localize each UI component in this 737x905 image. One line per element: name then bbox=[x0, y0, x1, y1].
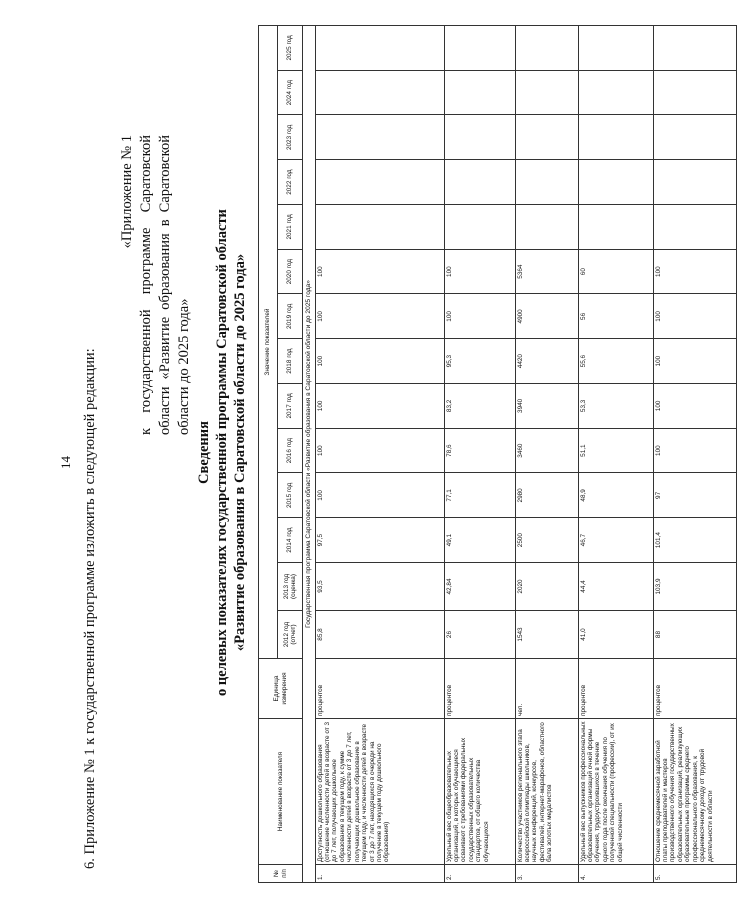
row-number: 5. bbox=[653, 865, 736, 883]
indicator-value: 46,7 bbox=[578, 518, 653, 563]
indicator-value: 100 bbox=[653, 339, 736, 384]
indicator-unit: процентов bbox=[444, 659, 515, 719]
indicator-value bbox=[315, 160, 444, 205]
indicator-value bbox=[515, 70, 578, 115]
title-line-2: о целевых показателях государственной программы Саратовской области bbox=[214, 209, 230, 696]
indicator-value: 100 bbox=[315, 339, 444, 384]
indicator-unit: процентов bbox=[653, 659, 736, 719]
indicator-value bbox=[578, 26, 653, 71]
header-year: 2012 год (отчет) bbox=[278, 611, 303, 659]
indicator-unit: чел. bbox=[515, 659, 578, 719]
indicator-value: 83,2 bbox=[444, 384, 515, 429]
indicators-table bbox=[258, 25, 737, 883]
header-year: 2014 год bbox=[278, 518, 303, 563]
indicator-value: 100 bbox=[315, 294, 444, 339]
indicator-value: 97,5 bbox=[315, 518, 444, 563]
indicator-value: 101,4 bbox=[653, 518, 736, 563]
indicator-unit: процентов bbox=[315, 659, 444, 719]
header-year: 2015 год bbox=[278, 473, 303, 518]
header-values: Значение показателей bbox=[259, 26, 278, 659]
indicator-value: 44,4 bbox=[578, 563, 653, 611]
indicator-value: 42,84 bbox=[444, 563, 515, 611]
row-number: 2. bbox=[444, 865, 515, 883]
table-row bbox=[653, 26, 736, 883]
header-year: 2024 год bbox=[278, 70, 303, 115]
header-year: 2022 год bbox=[278, 160, 303, 205]
indicator-name: Количество участников регионального этапа всероссийской олимпиады школьников, научных конференций, конкурсов, фестивалей, интернет-марафонов, областного бала золотых медалистов bbox=[515, 719, 578, 865]
indicator-value bbox=[653, 160, 736, 205]
indicator-value bbox=[515, 160, 578, 205]
header-year: 2017 год bbox=[278, 384, 303, 429]
indicator-unit: процентов bbox=[578, 659, 653, 719]
row-number: 3. bbox=[515, 865, 578, 883]
indicator-value: 100 bbox=[653, 384, 736, 429]
indicator-value: 48,9 bbox=[578, 473, 653, 518]
section-row: Государственная программа Саратовской области «Развитие образования в Саратовской области до 2025 года» bbox=[303, 26, 316, 883]
indicator-value bbox=[315, 115, 444, 160]
indicator-value: 103,9 bbox=[653, 563, 736, 611]
indicator-value bbox=[515, 205, 578, 250]
indicator-value bbox=[653, 115, 736, 160]
header-year: 2021 год bbox=[278, 205, 303, 250]
indicator-value: 100 bbox=[653, 428, 736, 473]
table-row bbox=[515, 26, 578, 883]
indicator-value bbox=[578, 205, 653, 250]
header-year: 2025 год bbox=[278, 26, 303, 71]
header-unit: Единица измерения bbox=[259, 659, 303, 719]
indicator-value: 55,6 bbox=[578, 339, 653, 384]
indicator-value: 60 bbox=[578, 249, 653, 294]
appendix-line-1: «Приложение № 1 bbox=[119, 135, 135, 249]
indicator-value: 26 bbox=[444, 611, 515, 659]
indicator-value: 41,0 bbox=[578, 611, 653, 659]
row-number: 1. bbox=[315, 865, 444, 883]
indicator-value: 85,8 bbox=[315, 611, 444, 659]
title-line-3: «Развитие образования в Саратовской области до 2025 года» bbox=[232, 253, 248, 652]
indicator-value: 3940 bbox=[515, 384, 578, 429]
indicator-value bbox=[315, 205, 444, 250]
header-year: 2018 год bbox=[278, 339, 303, 384]
indicator-value bbox=[444, 205, 515, 250]
header-year: 2023 год bbox=[278, 115, 303, 160]
indicator-value: 2500 bbox=[515, 518, 578, 563]
page-number: 14 bbox=[58, 456, 73, 469]
row-number: 4. bbox=[578, 865, 653, 883]
indicator-value bbox=[444, 115, 515, 160]
indicator-value: 100 bbox=[315, 249, 444, 294]
indicator-value bbox=[578, 70, 653, 115]
indicator-value: 100 bbox=[315, 473, 444, 518]
header-year: 2020 год bbox=[278, 249, 303, 294]
indicator-value: 100 bbox=[444, 249, 515, 294]
indicator-value bbox=[653, 26, 736, 71]
indicator-value: 5364 bbox=[515, 249, 578, 294]
indicator-value bbox=[653, 205, 736, 250]
title-line-1: Сведения bbox=[196, 421, 212, 484]
indicator-value bbox=[444, 70, 515, 115]
indicator-value bbox=[515, 115, 578, 160]
indicator-value bbox=[578, 115, 653, 160]
indicator-value: 97 bbox=[653, 473, 736, 518]
header-year: 2013 год (оценка) bbox=[278, 563, 303, 611]
indicator-value: 100 bbox=[444, 294, 515, 339]
appendix-line-2: к государственной программе Саратовской области «Развитие образования в Саратовской области до 2025 года» bbox=[138, 135, 192, 435]
indicator-value: 3460 bbox=[515, 428, 578, 473]
indicator-value bbox=[444, 160, 515, 205]
indicator-value bbox=[578, 160, 653, 205]
header-year: 2019 год bbox=[278, 294, 303, 339]
indicator-value: 78,6 bbox=[444, 428, 515, 473]
indicator-value: 77,1 bbox=[444, 473, 515, 518]
header-name: Наименование показателя bbox=[259, 719, 303, 865]
indicator-value: 100 bbox=[315, 384, 444, 429]
indicator-value: 56 bbox=[578, 294, 653, 339]
header-year: 2016 год bbox=[278, 428, 303, 473]
indicator-value bbox=[315, 26, 444, 71]
indicator-value: 100 bbox=[653, 249, 736, 294]
indicator-value bbox=[444, 26, 515, 71]
table-row bbox=[444, 26, 515, 883]
indicator-value: 93,5 bbox=[315, 563, 444, 611]
indicator-value: 2020 bbox=[515, 563, 578, 611]
indicator-value: 100 bbox=[315, 428, 444, 473]
indicator-value: 95,3 bbox=[444, 339, 515, 384]
table-row bbox=[315, 26, 444, 883]
indicator-value: 51,1 bbox=[578, 428, 653, 473]
indicator-value: 4900 bbox=[515, 294, 578, 339]
indicator-value: 4420 bbox=[515, 339, 578, 384]
appendix-heading bbox=[118, 135, 194, 435]
indicator-name: Отношение среднемесячной заработной платы преподавателей и мастеров производственного обучения государственных образовательных организаций, реализующих образовательные программы среднего профессионального образования, к среднемесячному доходу от трудовой деятельности в области bbox=[653, 719, 736, 865]
indicator-value: 53,3 bbox=[578, 384, 653, 429]
indicator-value: 2980 bbox=[515, 473, 578, 518]
indicator-value: 88 bbox=[653, 611, 736, 659]
header-num: № п/п bbox=[259, 865, 303, 883]
intro-text: 6. Приложение № 1 к государственной программе изложить в следующей редакции: bbox=[82, 348, 98, 869]
indicator-value bbox=[515, 26, 578, 71]
indicator-value bbox=[315, 70, 444, 115]
indicator-value: 1543 bbox=[515, 611, 578, 659]
indicator-value bbox=[653, 70, 736, 115]
indicator-value: 49,1 bbox=[444, 518, 515, 563]
table-row bbox=[578, 26, 653, 883]
indicator-value: 100 bbox=[653, 294, 736, 339]
indicator-name: Удельный вес общеобразовательных организаций, в которых обучающиеся осваивают с требованиями федеральных государственных образовательных стандартов, от общего количества обучающихся bbox=[444, 719, 515, 865]
indicator-name: Удельный вес выпускников профессиональных образовательных организаций очной формы обучения, трудоустроившихся в течение одного года после окончания обучения по полученной специальности (профессии), от их общей численности bbox=[578, 719, 653, 865]
indicator-name: Доступность дошкольного образования (отношение численности детей в возрасте от 3 до 7 лет, получающих дошкольное образование в текущем году, к сумме численности детей в возрасте от 3 до 7 лет, получающих дошкольное образование в текущем году, и численности детей в возрасте от 3 до 7 лет, находящихся в очереди на получение в текущем году дошкольного образования) bbox=[315, 719, 444, 865]
